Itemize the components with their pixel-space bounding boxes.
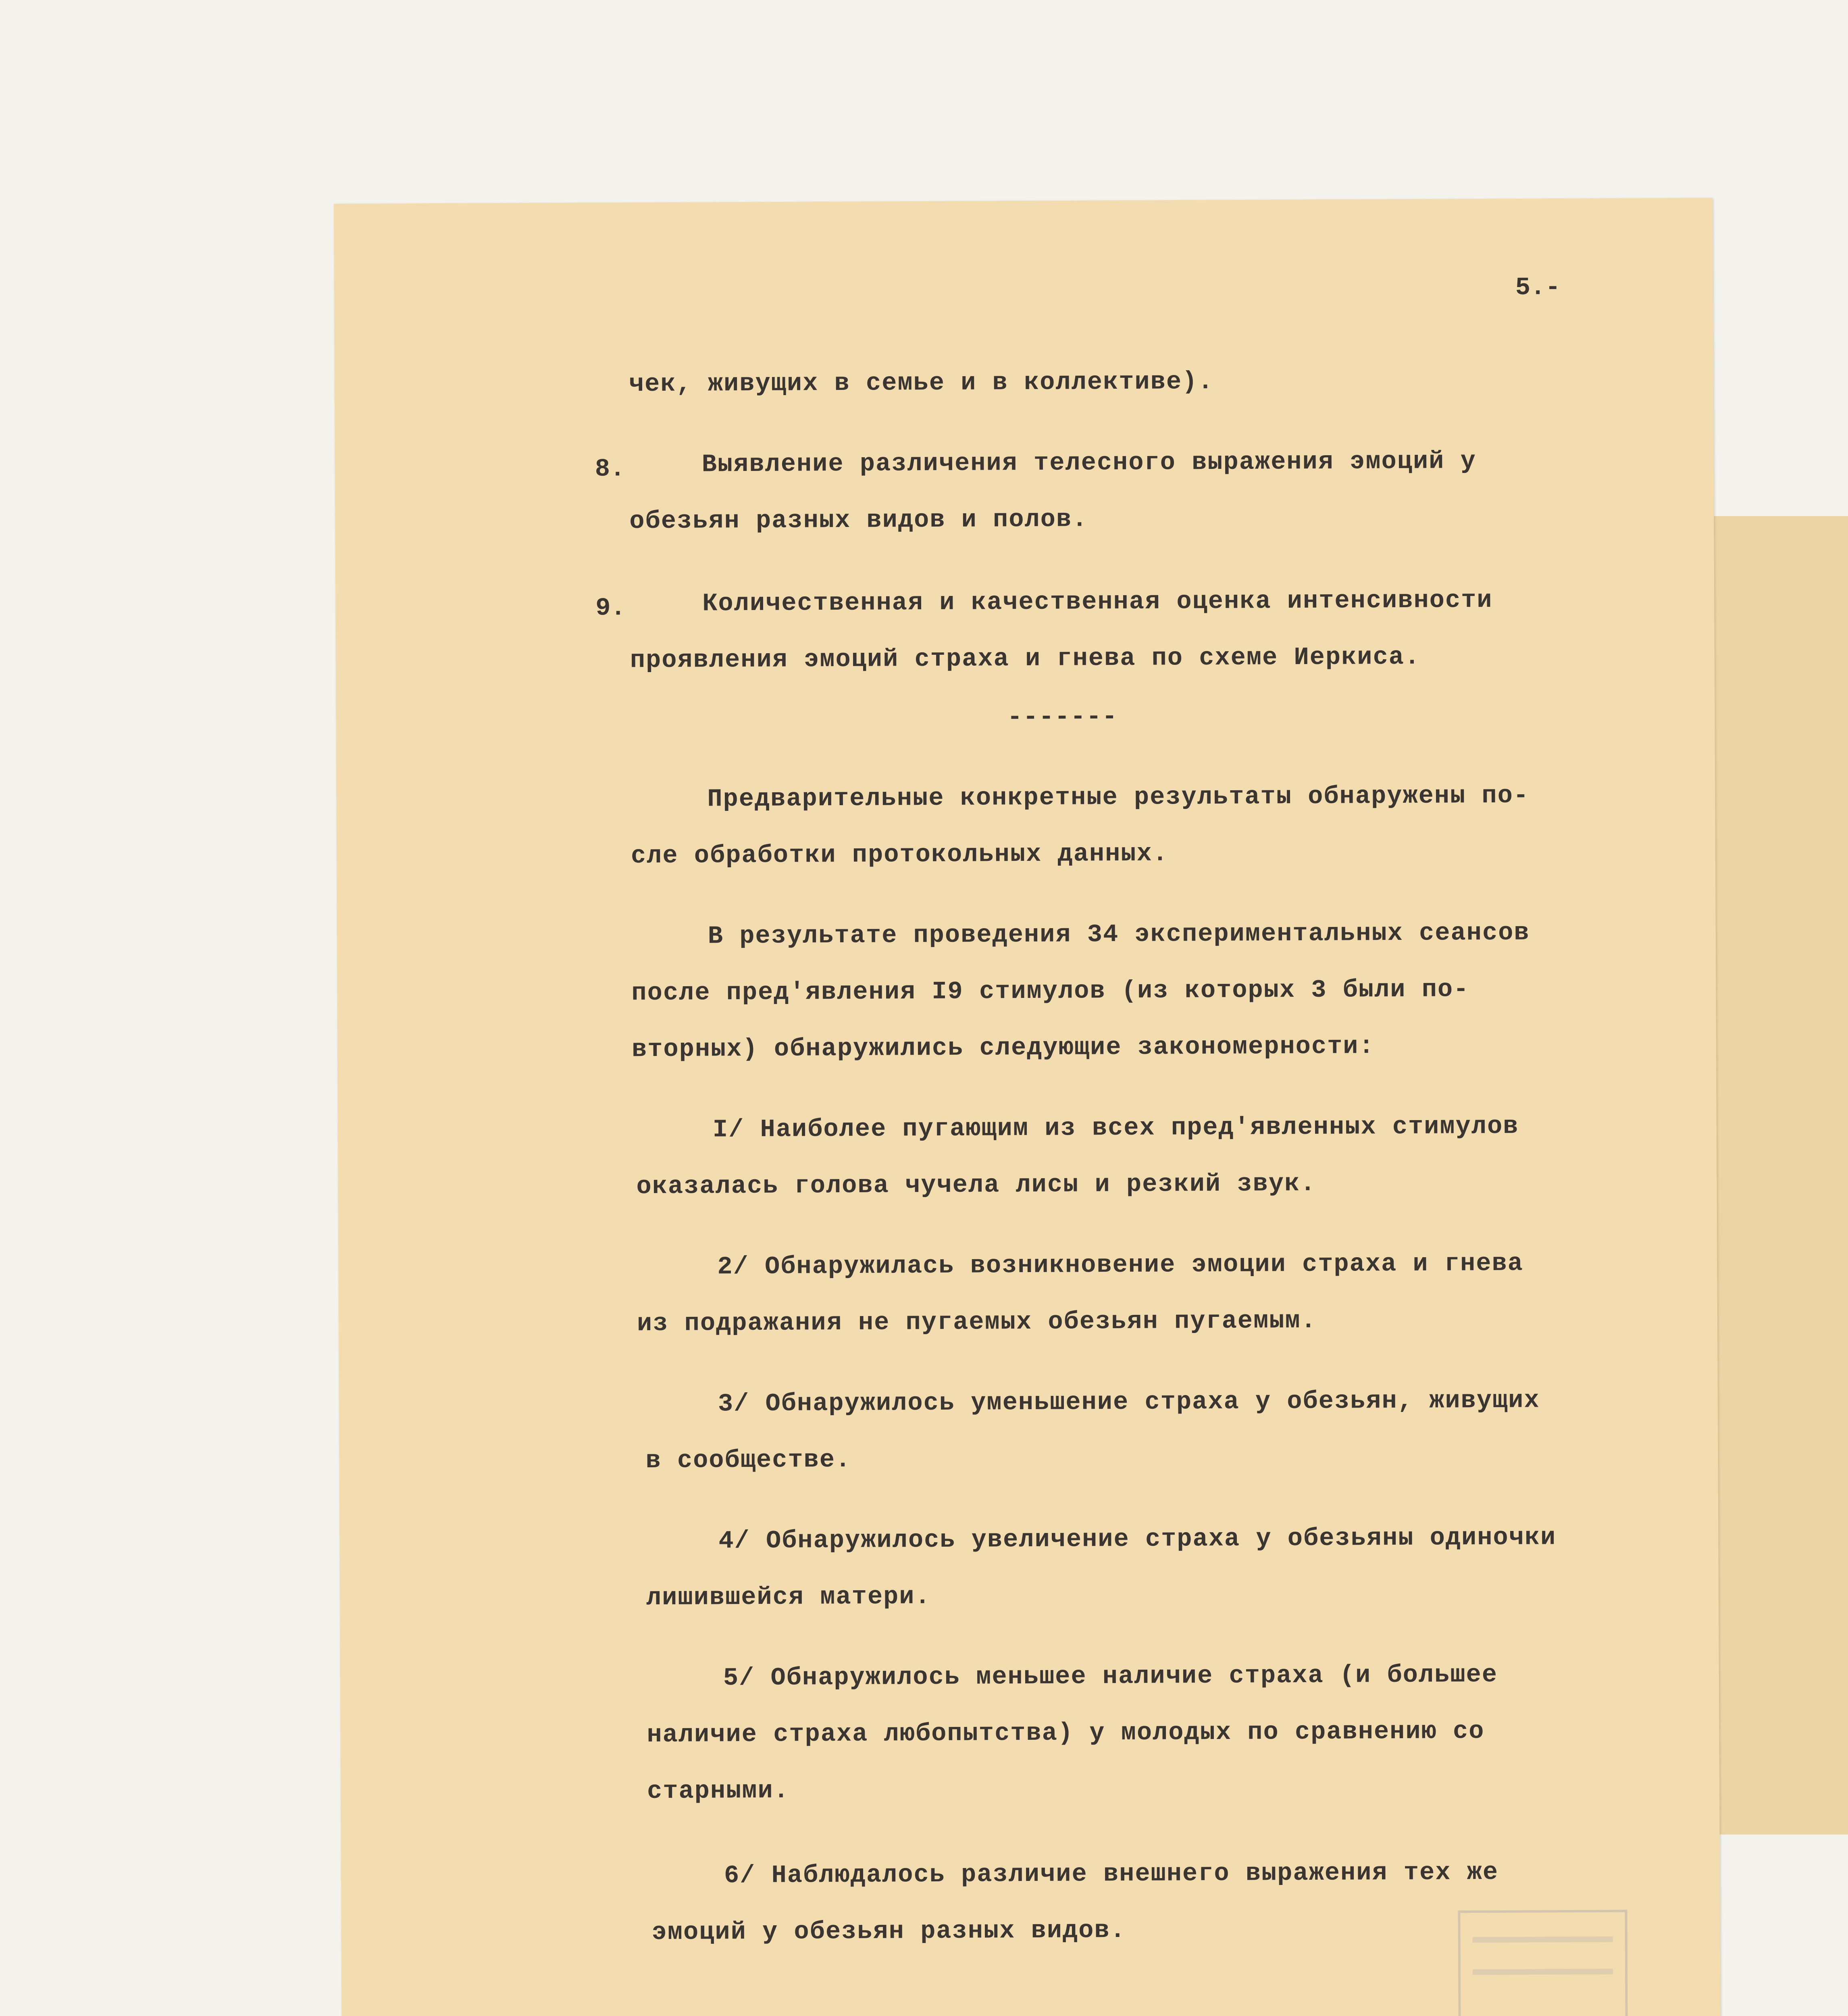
finding-5-line-2: наличие страха любопытства) у молодых по сравнению со — [647, 1717, 1485, 1749]
para-2-line-3: вторных) обнаружились следующие закономерности: — [631, 1032, 1375, 1064]
item-8-line-1: Выявление различения телесного выражения эмоций у — [701, 447, 1476, 479]
typewritten-page — [334, 198, 1721, 2016]
page-number: 5.- — [1515, 273, 1561, 302]
para-2-line-2: после пред'явления I9 стимулов (из которых 3 были по- — [631, 975, 1469, 1008]
finding-5-line-3: старными. — [647, 1776, 790, 1806]
para-2-line-1: В результате проведения 34 экспериментальных сеансов — [708, 918, 1530, 951]
continuation-line: чек, живущих в семье и в коллективе). — [628, 367, 1214, 399]
finding-1-line-1: I/ Наиболее пугающим из всех пред'явленных стимулов — [712, 1112, 1519, 1144]
item-8-line-2: обезьян разных видов и полов. — [629, 505, 1088, 536]
item-8-number: 8. — [595, 454, 625, 483]
finding-4-line-1: 4/ Обнаружилось увеличение страха у обезьяны одиночки — [718, 1523, 1557, 1556]
item-9-line-2: проявления эмоций страха и гнева по схеме Иеркиса. — [630, 642, 1421, 675]
item-9-line-1: Количественная и качественная оценка интенсивности — [702, 585, 1493, 618]
para-1-line-2: сле обработки протокольных данных. — [631, 839, 1169, 871]
separator: ------- — [1007, 702, 1118, 732]
finding-4-line-2: лишившейся матери. — [646, 1582, 931, 1612]
finding-2-line-2: из подражания не пугаемых обезьян пугаемым. — [637, 1306, 1317, 1338]
finding-3-line-2: в сообществе. — [645, 1445, 851, 1475]
finding-6-line-2: эмоций у обезьян разных видов. — [651, 1916, 1126, 1947]
item-9-number: 9. — [595, 594, 626, 623]
finding-5-line-1: 5/ Обнаружилось меньшее наличие страха (и большее — [723, 1660, 1498, 1693]
finding-2-line-1: 2/ Обнаружилась возникновение эмоции страха и гнева — [717, 1249, 1524, 1281]
para-1-line-1: Предварительные конкретные результаты обнаружены по- — [707, 781, 1530, 814]
finding-3-line-1: 3/ Обнаружилось уменьшение страха у обезьян, живущих — [718, 1386, 1540, 1418]
finding-1-line-2: оказалась голова чучела лисы и резкий звук. — [636, 1169, 1316, 1201]
archive-stamp — [1458, 1910, 1627, 2016]
finding-6-line-1: 6/ Наблюдалось различие внешнего выражения тех же — [724, 1858, 1499, 1890]
